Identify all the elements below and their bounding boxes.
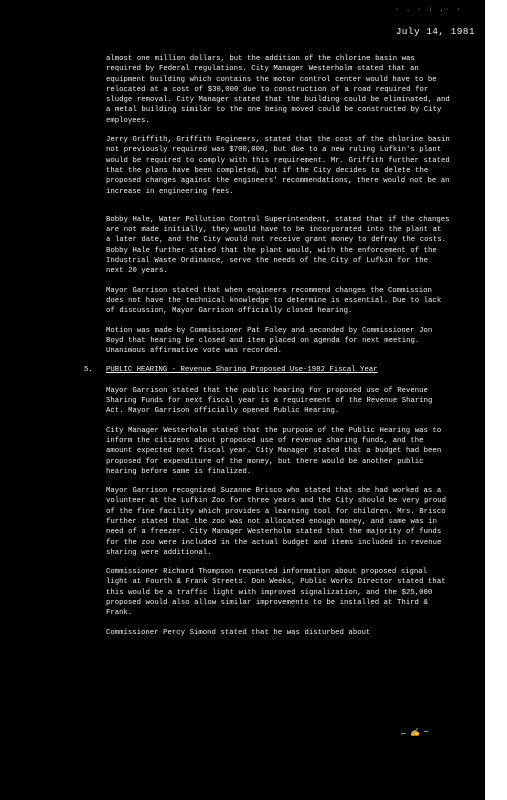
agenda-item-number: 5. [84,366,93,375]
page-date: July 14, 1981 [395,26,475,37]
paragraph: Bobby Hale, Water Pollution Control Superintendent, stated that if the changes are not made initially, they would have to be incorporated into the plant at a later date, and the City would not receive grant money to defray the costs. Bobby Hale further stated that the plant would, with the enforcement of the Industrial Waste Ordinance, serve the needs of the City of Lufkin for the next 20 years. [106,215,450,276]
paragraph: Commissioner Richard Thompson requested information about proposed signal light at Fourth & Frank Streets. Don Weeks, Public Works Director stated that this would be a traffic light with improved signalization, and the $25,000 proposed would also allow similar improvements to be installed at Third & Frank. [106,568,446,618]
paragraph: Motion was made by Commissioner Pat Foley and seconded by Commissioner Jon Boyd that hearing be closed and item placed on agenda for next meeting. Unanimous affirmative vote was recorded. [106,326,433,356]
paragraph: Mayor Garrison stated that when engineers recommend changes the Commission does not have the technical knowledge to determine is essential. Due to lack of discussion, Mayor Garrison officially closed hearing. [106,286,442,316]
handwritten-initials: ~ ✍ ~ [399,726,431,739]
paragraph: Commissioner Percy Simond stated that he was disturbed about [106,628,371,637]
paragraph: Mayor Garrison recognized Suzanne Brisco who stated that she had worked as a volunteer at the Lufkin Zoo for three years and the City should be very proud of the fine facility which provides a learning tool for children. Mrs. Brisco further stated that the zoo was not allocated enough money, and same was in need of a freezer. City Manager Westerholm stated that the majority of funds for the zoo were included in the actual budget and items included in revenue sharing were additional. [106,487,446,557]
paragraph: City Manager Westerholm stated that the purpose of the Public Hearing was to inform the citizens about proposed use of revenue sharing funds, and the amount expected next fiscal year. City Manager stated that a budget had been proposed for expenditure of the money, but there would be another public hearing before same is finalized. [106,426,442,476]
agenda-item-title: PUBLIC HEARING - Revenue Sharing Proposed Use-1982 Fiscal Year [106,366,378,375]
agenda-item-heading [84,365,450,375]
paragraph: Jerry Griffith, Griffith Engineers, stated that the cost of the chlorine basin not previously required was $700,000, but due to a new ruling Lufkin's plant would be required to comply with this requirement. Mr. Griffith further stated that the plans have been completed, but if the City decides to delete the proposed changes against the engineers' recommendations, there would not be an increase in engineering fees. [106,136,450,196]
minutes-body [84,54,450,647]
paragraph: almost one million dollars, but the addition of the chlorine basin was required by Federal regulations. City Manager Westerholm stated that an equipment building which contains the motor control center would have to be relocated at a cost of $30,000 due to construction of a road required for sludge removal. City Manager stated that the building could be eliminated, and a metal building similar to the one being moved could be constructed by City employees. [106,55,450,125]
scan-noise: · . · : .· · [395,6,463,13]
paragraph: Mayor Garrison stated that the public hearing for proposed use of Revenue Sharing Funds for next fiscal year is a requirement of the Revenue Sharing Act. Mayor Garrison officially opened Public Hearing. [106,386,433,416]
